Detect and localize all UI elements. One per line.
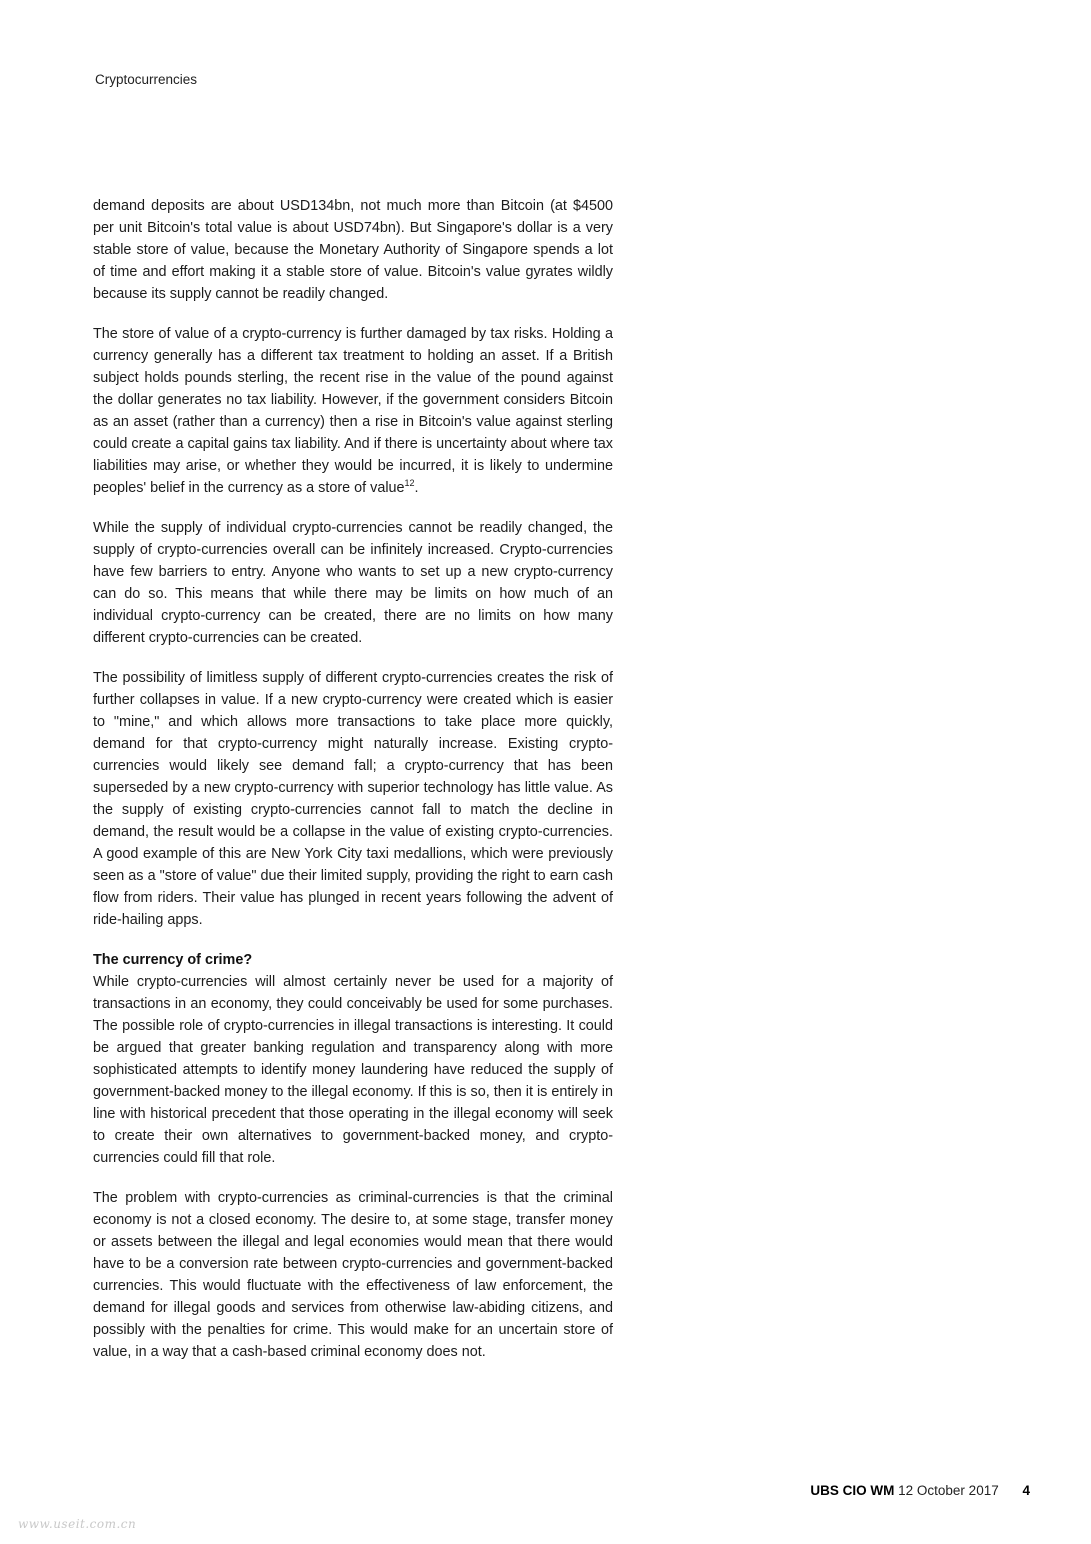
running-header: Cryptocurrencies [95,72,198,87]
paragraph: While crypto-currencies will almost certainly never be used for a majority of transactions in an economy, they could conceivably be used for some purchases. The possible role of crypto-currencies in illegal transactions is interesting. It could be argued that greater banking regulation and transparency along with more sophisticated attempts to identify money laundering have reduced the supply of government-backed money to the illegal economy. If this is so, then it is entirely in line with historical precedent that those operating in the illegal economy will seek to create their own alternatives to government-backed money, and crypto-currencies could fill that role. [93,974,613,1166]
footer-brand: UBS CIO WM [810,1483,895,1498]
paragraph [93,323,613,499]
paragraph: While the supply of individual crypto-currencies cannot be readily changed, the supply of crypto-currencies overall can be infinitely increased. Crypto-currencies have few barriers to entry. Anyone who wants to set up a new crypto-currency can do so. This means that while there may be limits on how much of an individual crypto-currency can be created, there are no limits on how many different crypto-currencies can be created. [93,520,613,646]
paragraph: The problem with crypto-currencies as criminal-currencies is that the criminal economy is not a closed economy. The desire to, at some stage, transfer money or assets between the illegal and legal economies would mean that there would have to be a conversion rate between crypto-currencies and government-backed currencies. This would fluctuate with the effectiveness of law enforcement, the demand for illegal goods and services from otherwise law-abiding citizens, and possibly with the penalties for crime. This would make for an uncertain store of value, in a way that a cash-based criminal economy does not. [93,1190,613,1360]
watermark: www.useit.com.cn [18,1517,137,1531]
page-number: 4 [1022,1483,1030,1498]
paragraph: The possibility of limitless supply of different crypto-currencies creates the risk of further collapses in value. If a new crypto-currency were created which is easier to "mine," and which allows more transactions to take place more quickly, demand for that crypto-currency might naturally increase. Existing crypto-currencies would likely see demand fall; a crypto-currency that has been superseded by a new crypto-currency with superior technology has little value. As the supply of existing crypto-currencies cannot fall to match the decline in demand, the result would be a collapse in the value of existing crypto-currencies. A good example of this are New York City taxi medallions, which were previously seen as a "store of value" due their limited supply, providing the right to earn cash flow from riders. Their value has plunged in recent years following the advent of ride-hailing apps. [93,670,613,928]
body-column [93,195,613,1381]
page-footer [810,1483,1030,1498]
paragraph: demand deposits are about USD134bn, not much more than Bitcoin (at $4500 per unit Bitcoin's total value is about USD74bn). But Singapore's dollar is a very stable store of value, because the Monetary Authority of Singapore spends a lot of time and effort making it a stable store of value. Bitcoin's value gyrates wildly because its supply cannot be readily changed. [93,198,613,302]
footer-date: 12 October 2017 [898,1483,999,1498]
paragraph-end: . [414,480,419,496]
section-heading: The currency of crime? [93,952,253,968]
paragraph-text: The store of value of a crypto-currency is further damaged by tax risks. Holding a currency generally has a different tax treatment to holding an asset. If a British subject holds pounds sterling, the recent rise in the value of the pound against the dollar generates no tax liability. However, if the government considers Bitcoin as an asset (rather than a currency) then a rise in Bitcoin's value against sterling could create a capital gains tax liability. And if there is uncertainty about where tax liabilities may arise, or whether they would be incurred, it is likely to undermine peoples' belief in the currency as a store of value [93,326,613,496]
footnote-ref[interactable]: 12 [404,478,415,489]
